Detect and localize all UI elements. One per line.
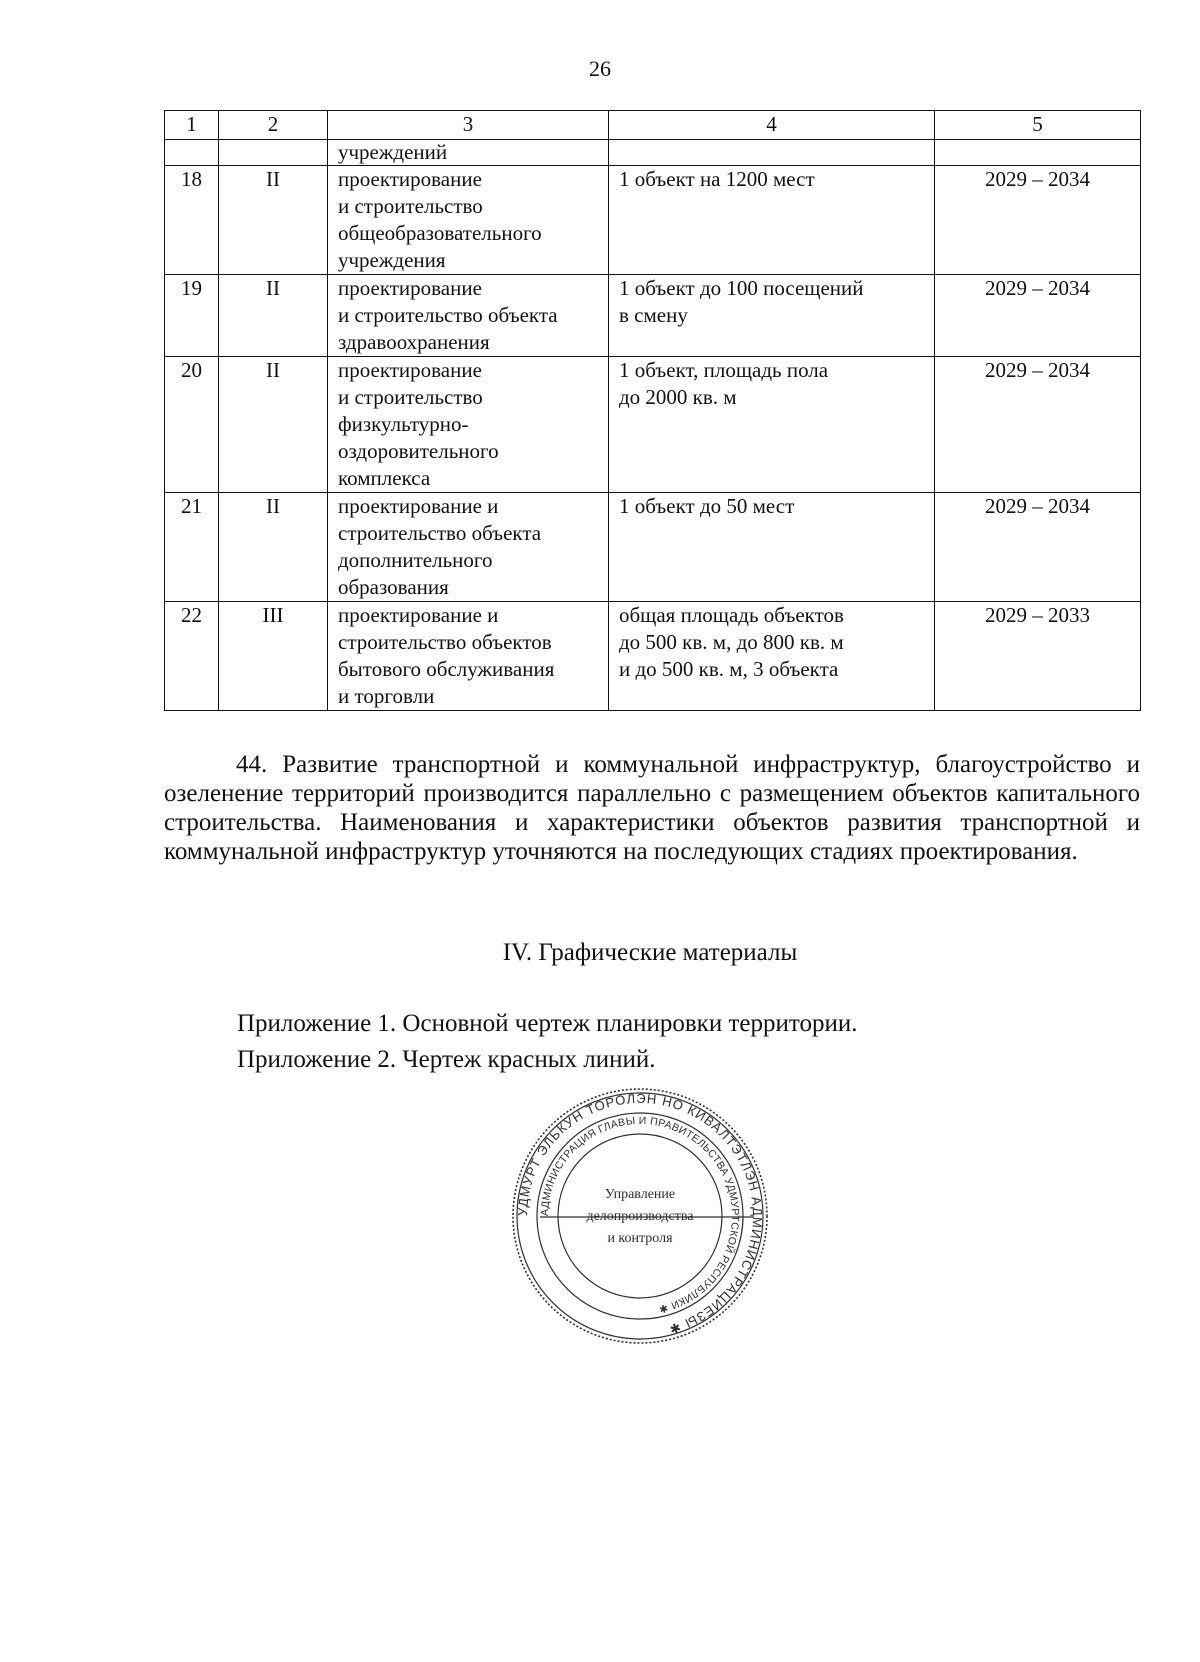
cell-name-line: проектирование [338, 358, 482, 382]
table-row [165, 275, 1141, 357]
cell-name-line: оздоровительного [338, 439, 499, 463]
appendix-2: Приложение 2. Чертеж красных линий. [237, 1046, 656, 1073]
table-header-row [165, 111, 1141, 140]
header-cell-2: 2 [219, 111, 328, 140]
appendix-1: Приложение 1. Основной чертеж планировки территории. [237, 1010, 858, 1037]
objects-table [164, 110, 1141, 711]
cell-category: II [219, 275, 328, 357]
cell-characteristics [609, 602, 935, 711]
section-heading: IV. Графические материалы [502, 939, 798, 966]
header-cell-1: 1 [165, 111, 219, 140]
cell-name [328, 602, 609, 711]
cell-characteristics-line: общая площадь объектов [619, 603, 844, 627]
cell-period: 2029 – 2034 [935, 275, 1141, 357]
cell-name-line: строительство объекта [338, 521, 542, 545]
cell-name-line: физкультурно- [338, 412, 469, 436]
cell-num: 18 [165, 166, 219, 275]
paragraph-44: 44. Развитие транспортной и коммунальной инфраструктур, благоустройство и озеленение территорий производится параллельно с размещением объектов капитального строительства. Наименования и характеристики объектов развития транспортной и коммунальной инфраструктур уточняются на последующих стадиях проектирования. [164, 751, 1140, 865]
table-row [165, 493, 1141, 602]
cell-characteristics-line: 1 объект на 1200 мест [619, 167, 815, 191]
cell-num: 21 [165, 493, 219, 602]
cell-period: 2029 – 2034 [935, 493, 1141, 602]
official-seal [510, 1086, 770, 1346]
cell-name-line: и строительство [338, 194, 483, 218]
cell-num: 22 [165, 602, 219, 711]
cell-period [935, 140, 1141, 166]
cell-num: 19 [165, 275, 219, 357]
cell-name-line: учреждения [338, 248, 446, 272]
cell-period: 2029 – 2034 [935, 166, 1141, 275]
header-cell-5: 5 [935, 111, 1141, 140]
cell-name-line: образования [338, 575, 449, 599]
cell-name-line: строительство объектов [338, 630, 552, 654]
cell-category: II [219, 357, 328, 493]
cell-name-line: и строительство [338, 385, 483, 409]
cell-name-line: проектирование [338, 167, 482, 191]
header-cell-3: 3 [328, 111, 609, 140]
cell-characteristics [609, 166, 935, 275]
cell-characteristics-line: до 2000 кв. м [619, 385, 737, 409]
cell-name [328, 357, 609, 493]
cell-characteristics-line: в смену [619, 303, 688, 327]
table-row [165, 602, 1141, 711]
seal-center-line-2: делопроизводства [586, 1209, 694, 1224]
cell-characteristics [609, 493, 935, 602]
cell-characteristics-line: 1 объект, площадь пола [619, 358, 829, 382]
cell-name [328, 493, 609, 602]
cell-num [165, 140, 219, 166]
cell-category: II [219, 166, 328, 275]
cell-name-line: здравоохранения [338, 330, 490, 354]
seal-center-line-1: Управление [604, 1187, 676, 1202]
cell-name-line: и строительство объекта [338, 303, 558, 327]
cell-category: III [219, 602, 328, 711]
cell-name [328, 140, 609, 166]
seal-outer-text: УДМУРТ ЭЛЬКУН ТОРОЛЭН НО КИВАЛТЭТЛЭН АДМИНИСТРАЦИЕЗЫ ✱ [514, 1090, 766, 1338]
cell-name-line: и торговли [338, 684, 435, 708]
cell-name-line: учреждений [338, 140, 448, 164]
cell-characteristics-line: и до 500 кв. м, 3 объекта [619, 657, 839, 681]
cell-num: 20 [165, 357, 219, 493]
cell-characteristics-line: 1 объект до 50 мест [619, 494, 795, 518]
table-row-continuation [165, 140, 1141, 166]
table-row [165, 357, 1141, 493]
cell-characteristics [609, 140, 935, 166]
seal-center-line-3: и контроля [607, 1231, 673, 1246]
cell-category: II [219, 493, 328, 602]
cell-name-line: дополнительного [338, 548, 493, 572]
cell-name-line: проектирование и [338, 494, 499, 518]
cell-characteristics [609, 275, 935, 357]
cell-name-line: проектирование и [338, 603, 499, 627]
cell-name-line: общеобразовательного [338, 221, 542, 245]
cell-name-line: проектирование [338, 276, 482, 300]
seal-inner-text: АДМИНИСТРАЦИЯ ГЛАВЫ И ПРАВИТЕЛЬСТВА УДМУРТСКОЙ РЕСПУБЛИКИ ✱ [538, 1114, 742, 1316]
table-row [165, 166, 1141, 275]
cell-name-line: бытового обслуживания [338, 657, 555, 681]
page-number: 26 [589, 56, 611, 81]
cell-name [328, 166, 609, 275]
cell-period: 2029 – 2033 [935, 602, 1141, 711]
cell-characteristics-line: 1 объект до 100 посещений [619, 276, 864, 300]
cell-name [328, 275, 609, 357]
cell-characteristics [609, 357, 935, 493]
cell-period: 2029 – 2034 [935, 357, 1141, 493]
cell-name-line: комплекса [338, 466, 431, 490]
cell-characteristics-line: до 500 кв. м, до 800 кв. м [619, 630, 844, 654]
cell-category [219, 140, 328, 166]
header-cell-4: 4 [609, 111, 935, 140]
